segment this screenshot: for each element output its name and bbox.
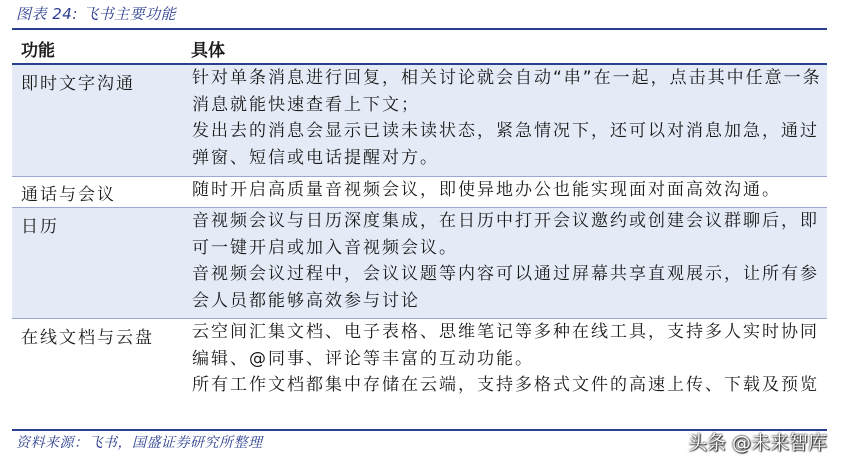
row-function-label: 在线文档与云盘 [21,328,154,348]
row-detail [192,65,822,171]
figure-caption: 图表 24: 飞书主要功能 [16,5,177,23]
detail-paragraph: 针对单条消息进行回复，相关讨论就会自动“串”在一起，点击其中任意一条消息就能快速查看上下文； [192,68,822,115]
table-row [12,319,827,429]
watermark-text: 头条 @未来智库 [687,432,827,454]
detail-paragraph: 所有工作文档都集中存储在云端，支持多格式文件的高速上传、下载及预览 [192,375,819,395]
table-row [12,208,827,318]
detail-paragraph: 云空间汇集文档、电子表格、思维笔记等多种在线工具，支持多人实时协同编辑、@同事、评论等丰富的互动功能。 [192,322,819,369]
row-function-label: 日历 [21,217,59,237]
row-detail [192,177,822,204]
detail-paragraph: 音视频会议过程中，会议议题等内容可以通过屏幕共享直观展示，让所有参会人员都能够高效参与讨论 [192,264,819,311]
row-detail [192,319,822,399]
header-function: 功能 [21,41,55,61]
detail-paragraph: 发出去的消息会显示已读未读状态，紧急情况下，还可以对消息加急，通过弹窗、短信或电话提醒对方。 [192,121,819,168]
row-detail [192,208,822,314]
table-header-row [0,30,841,63]
source-note: 资料来源：飞书，国盛证券研究所整理 [16,435,263,451]
table-row [12,177,827,207]
header-detail: 具体 [191,41,225,61]
detail-paragraph: 音视频会议与日历深度集成，在日历中打开会议邀约或创建会议群聊后，即可一键开启或加入音视频会议。 [192,211,819,258]
row-function-label: 即时文字沟通 [21,74,135,94]
detail-paragraph: 随时开启高质量音视频会议，即使异地办公也能实现面对面高效沟通。 [192,180,781,200]
table-row [12,65,827,176]
row-function-label: 通话与会议 [21,185,116,205]
